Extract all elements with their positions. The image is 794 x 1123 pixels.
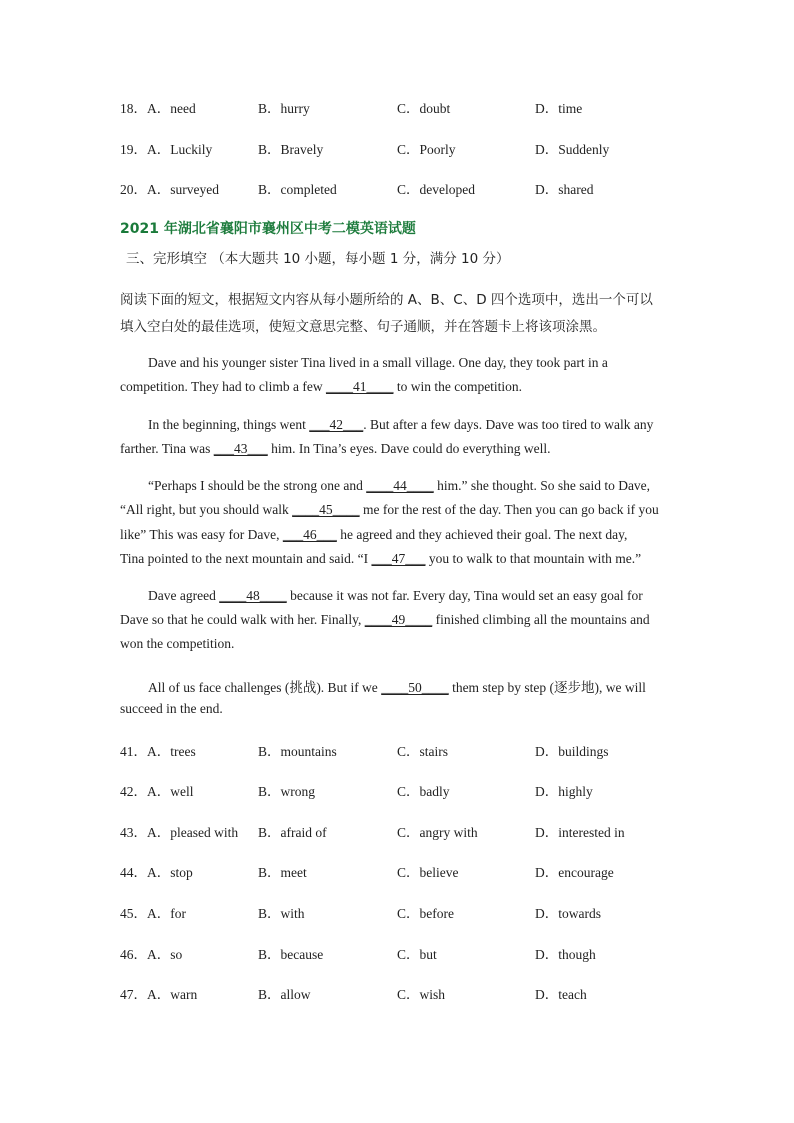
option-b: B．Bravely [258, 142, 324, 157]
passage-line [148, 417, 708, 433]
question-42 [120, 780, 700, 800]
question-46 [120, 943, 700, 963]
option-d: D．highly [535, 784, 593, 799]
option-b: B．because [258, 947, 324, 962]
passage-text: like” This was easy for Dave, [120, 527, 283, 542]
question-44 [120, 861, 700, 881]
passage-text: him. In Tina’s eyes. Dave could do everything well. [267, 441, 551, 456]
passage-line [120, 441, 680, 457]
passage-text: Dave so that he could walk with her. Finally, [120, 612, 365, 627]
passage-line [120, 527, 680, 543]
option-d: D．Suddenly [535, 142, 610, 157]
option-c: C．badly [397, 784, 450, 799]
passage-text: competition. They had to climb a few [120, 379, 326, 394]
option-c: C．believe [397, 865, 459, 880]
option-b: B．afraid of [258, 825, 327, 840]
blank-50: ____50____ [381, 680, 449, 695]
option-a: 19．A．Luckily [120, 142, 213, 157]
passage-text: “Perhaps I should be the strong one and [148, 478, 367, 493]
option-c: C．but [397, 947, 437, 962]
passage-text: finished climbing all the mountains and [432, 612, 650, 627]
passage-text: him.” she thought. So she said to Dave, [433, 478, 651, 493]
passage-text: farther. Tina was [120, 441, 214, 456]
option-d: D．shared [535, 182, 594, 197]
option-b: B．allow [258, 987, 311, 1002]
passage-line: Dave and his younger sister Tina lived in a small village. One day, they took part in a [148, 355, 608, 370]
option-b: B．hurry [258, 101, 310, 116]
exam-title: 2021 年湖北省襄阳市襄州区中考二模英语试题 [120, 221, 416, 237]
option-c: C．angry with [397, 825, 478, 840]
passage-text: Tina pointed to the next mountain and said. “I [120, 551, 372, 566]
question-18 [120, 97, 700, 117]
passage-line: won the competition. [120, 636, 235, 651]
passage-text: them step by step (逐步地), we will [448, 680, 646, 695]
option-b: B．with [258, 906, 305, 921]
blank-47: ___47___ [371, 551, 426, 566]
option-d: D．though [535, 947, 596, 962]
passage-line [120, 379, 680, 395]
passage-line [120, 612, 680, 628]
passage-line [148, 676, 708, 696]
blank-45: ____45____ [292, 502, 360, 517]
passage-text: to win the competition. [393, 379, 523, 394]
option-a: 46．A．so [120, 947, 183, 962]
passage-text: me for the rest of the day. Then you can go back if you [359, 502, 659, 517]
passage-line [148, 478, 708, 494]
passage-line [148, 588, 708, 604]
question-41 [120, 740, 700, 760]
option-a: 44．A．stop [120, 865, 193, 880]
option-c: C．Poorly [397, 142, 456, 157]
option-a: 45．A．for [120, 906, 186, 921]
passage-text: In the beginning, things went [148, 417, 310, 432]
passage-text: he agreed and they achieved their goal. The next day, [336, 527, 628, 542]
blank-48: ____48____ [219, 588, 287, 603]
option-d: D．interested in [535, 825, 625, 840]
question-43 [120, 821, 700, 841]
option-b: B．meet [258, 865, 307, 880]
question-47 [120, 983, 700, 1003]
option-a: 20．A．surveyed [120, 182, 219, 197]
option-a: 47．A．warn [120, 987, 198, 1002]
option-c: C．doubt [397, 101, 451, 116]
option-a: 41．A．trees [120, 744, 196, 759]
blank-46: ___46___ [282, 527, 337, 542]
instructions-line-2: 填入空白处的最佳选项，使短文意思完整、句子通顺，并在答题卡上将该项涂黑。 [120, 319, 606, 335]
blank-49: ____49____ [364, 612, 433, 627]
passage-line [120, 502, 680, 518]
passage-text: because it was not far. Every day, Tina would set an easy goal for [286, 588, 643, 603]
question-19 [120, 138, 700, 158]
option-d: D．encourage [535, 865, 614, 880]
blank-42: ___42___ [309, 417, 364, 432]
option-c: C．before [397, 906, 454, 921]
passage-line [120, 551, 680, 567]
option-d: D．time [535, 101, 583, 116]
passage-line: succeed in the end. [120, 701, 223, 716]
blank-44: ____44____ [366, 478, 434, 493]
blank-41: ____41____ [325, 379, 394, 394]
section-heading: 三、完形填空 （本大题共 10 小题，每小题 1 分，满分 10 分） [126, 251, 510, 267]
option-c: C．stairs [397, 744, 449, 759]
instructions-line-1: 阅读下面的短文，根据短文内容从每小题所给的 A、B、C、D 四个选项中，选出一个可以 [120, 292, 653, 308]
passage-text: you to walk to that mountain with me.” [425, 551, 642, 566]
option-d: D．teach [535, 987, 587, 1002]
option-c: C．developed [397, 182, 475, 197]
option-c: C．wish [397, 987, 446, 1002]
option-a: 18．A．need [120, 101, 196, 116]
blank-43: ___43___ [213, 441, 268, 456]
option-b: B．completed [258, 182, 337, 197]
question-45 [120, 902, 700, 922]
passage-text: “All right, but you should walk [120, 502, 293, 517]
option-a: 42．A．well [120, 784, 194, 799]
option-d: D．buildings [535, 744, 609, 759]
option-b: B．wrong [258, 784, 315, 799]
passage-text: Dave agreed [148, 588, 220, 603]
option-a: 43．A．pleased with [120, 825, 239, 840]
passage-text: . But after a few days. Dave was too tired to walk any [363, 417, 654, 432]
option-b: B．mountains [258, 744, 337, 759]
passage-text: All of us face challenges (挑战). But if we [148, 680, 382, 695]
option-d: D．towards [535, 906, 601, 921]
question-20 [120, 178, 700, 198]
